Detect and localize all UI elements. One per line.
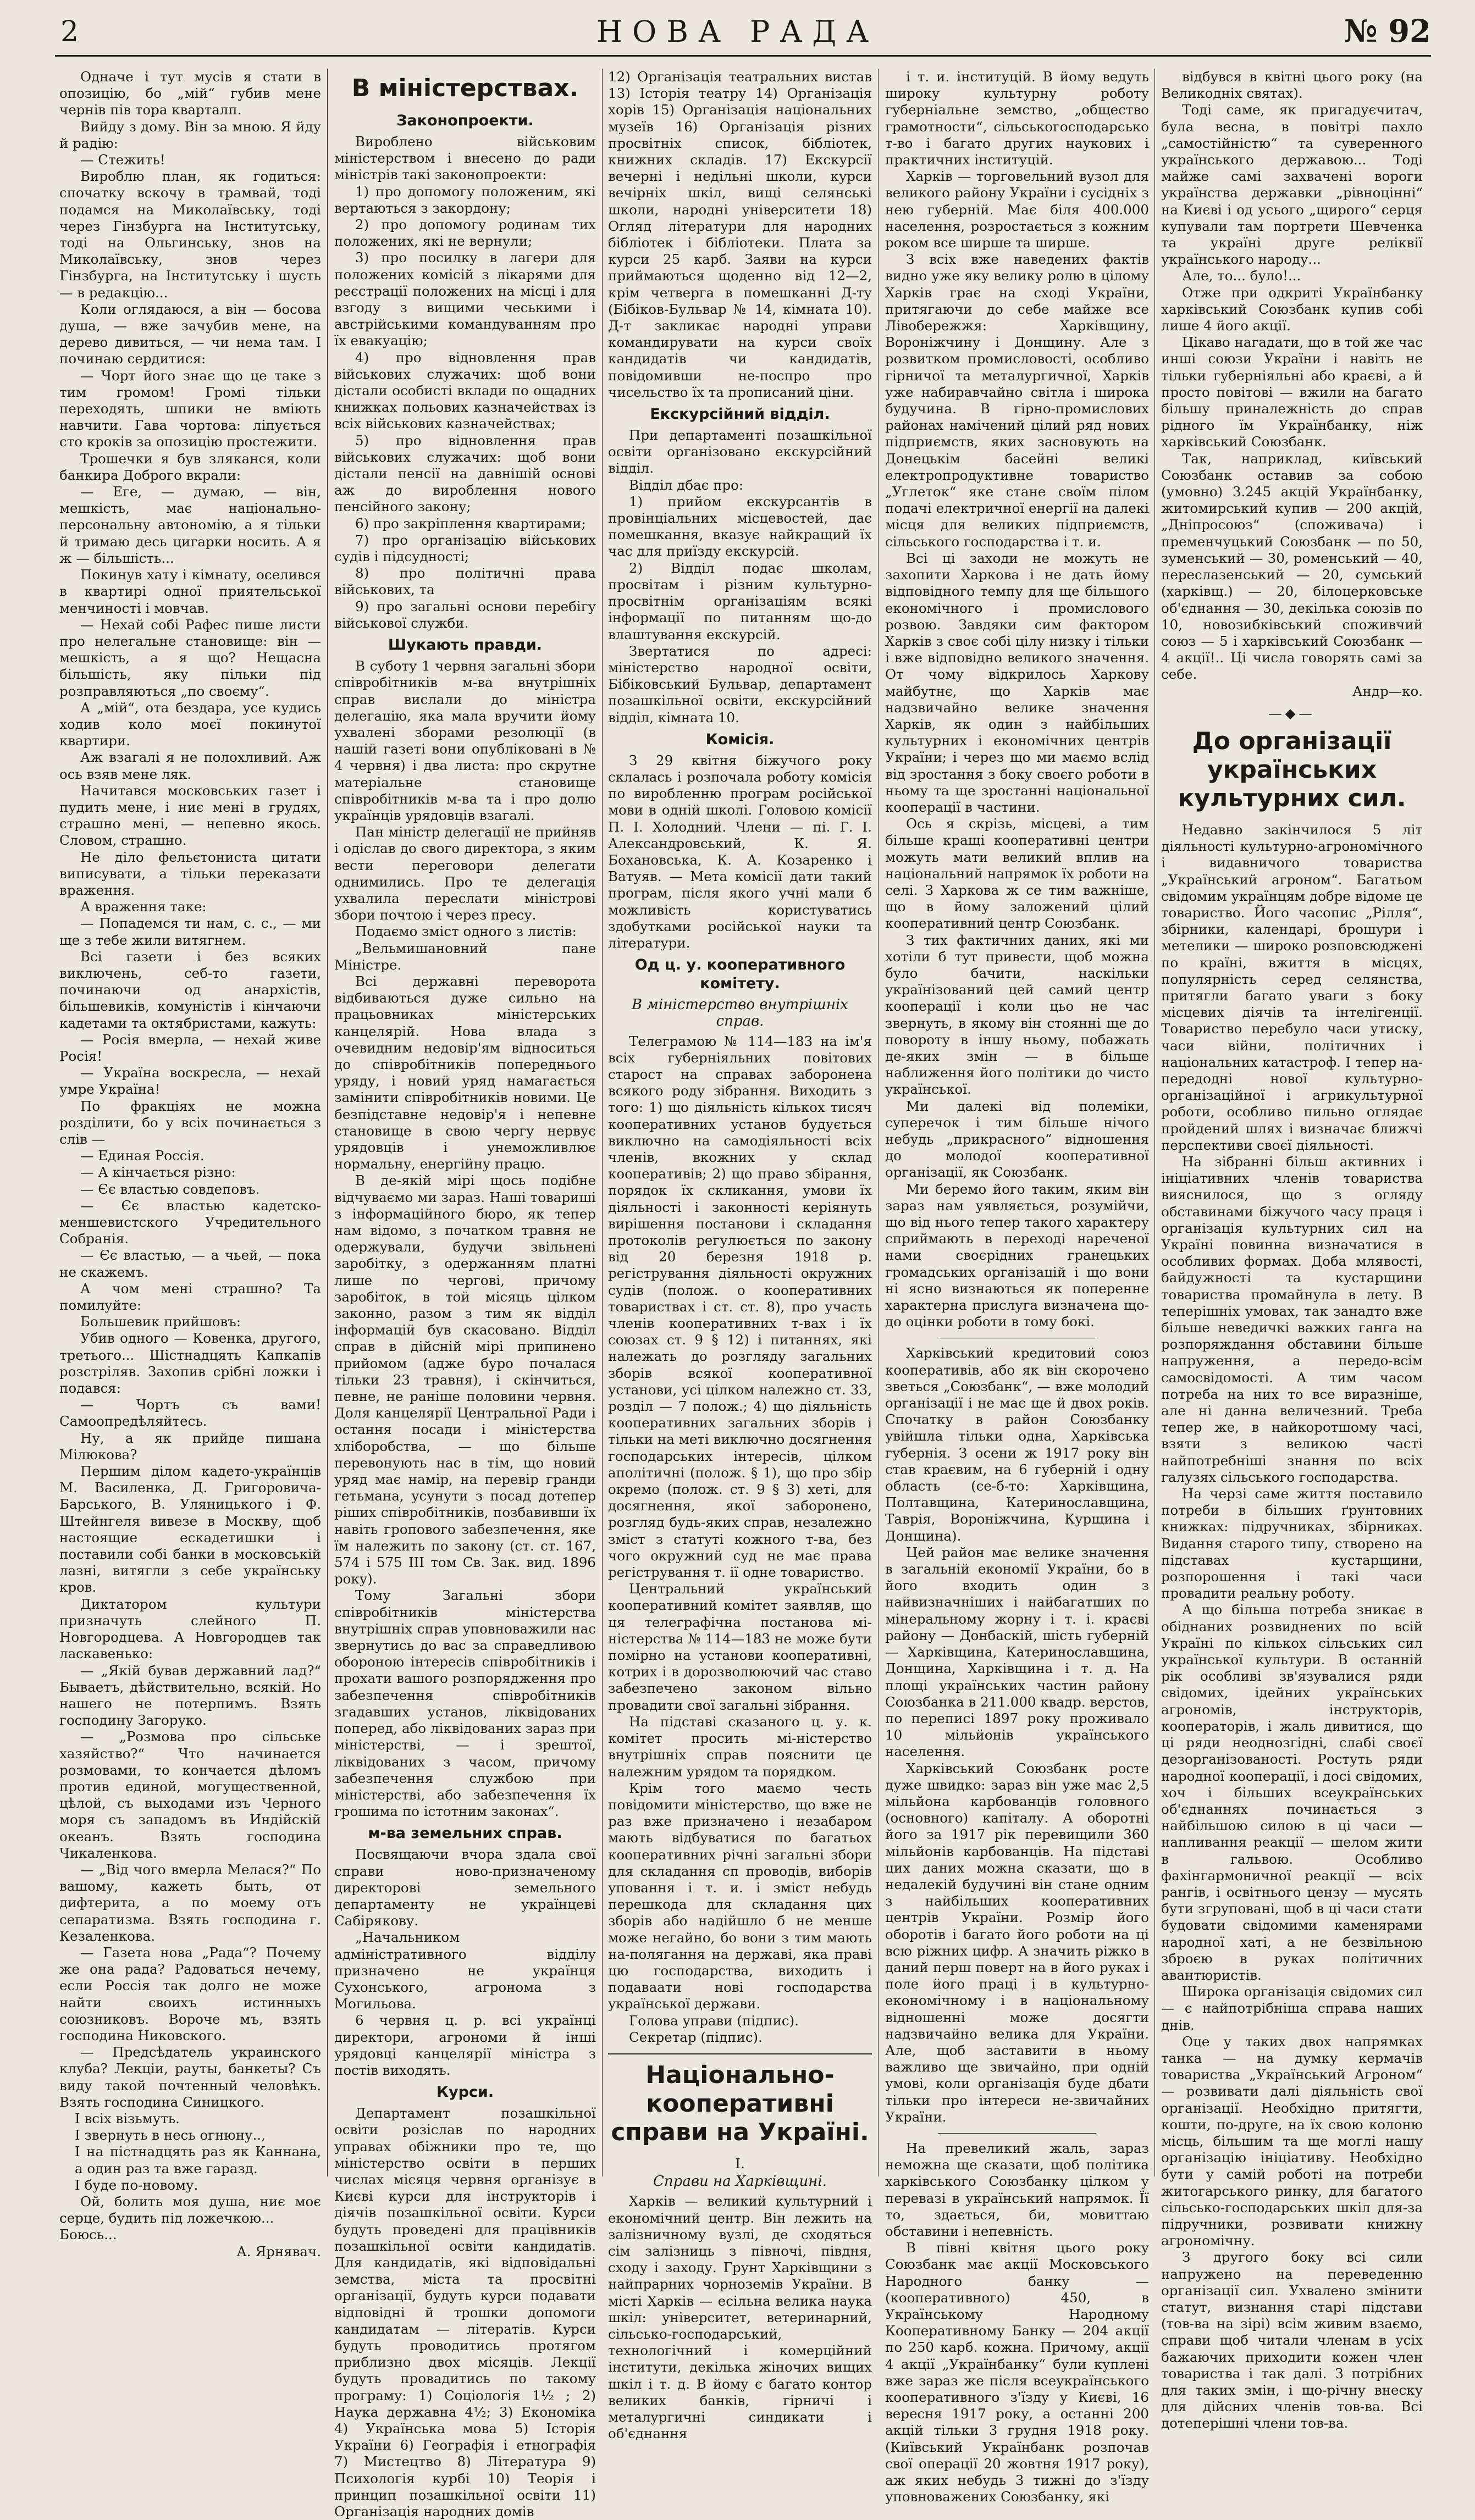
organization-body <box>1161 822 1423 2432</box>
paragraph: 8) про політичні права військових, та <box>334 565 596 598</box>
paragraph: По фракціях не можна розділити, бо у всіх починається з слів — <box>59 1098 321 1147</box>
paragraph: Пан міністр делегації не прийняв і одіслав до свого директора, з яким вести переговори делегати однимились. Про те делегація ухвалила переслати міністрові збори почтою і через пресу. <box>334 824 596 923</box>
paragraph: — Росія вмерла, — нехай живе Росія! <box>59 1031 321 1064</box>
feuilleton-signature: А. Ярнявач. <box>236 2243 321 2259</box>
heading-commission: Комісія. <box>705 730 775 748</box>
paragraph: Большевик прийшовъ: <box>80 1314 241 1330</box>
paragraph: Секретар (підпис). <box>629 2029 763 2045</box>
paragraph: З всіх вже наведених фактів видно уже яку велику ролю в цілому Харків грає на сході України, притягаючи до себе майже все Лівобережжя: Харківщину, Вороніжчину і Донщину. Але з розвитком промисловості, особливо гірничої та металургичної, Харків уже набиравчайно світла і широка будучина. В гірно-промислових районах намічений цілий ряд нових підприємств, яких засновують на Донецькім басейні великі електропродуктивне товариство „Углеток“ яке стане своїм пілом подачі електричної енергії на далекі місця для великих підприємств, сільського господарства і т. и. <box>885 251 1149 550</box>
cooperative-body <box>608 2193 872 2442</box>
paragraph: Не діло фельєтониста цитати виписувати, а тільки переказати враження. <box>59 849 321 898</box>
paragraph: І всіх візьмуть. <box>75 2110 180 2126</box>
paragraph: Голова управи (підпис). <box>629 2012 799 2029</box>
paragraph: — Предсѣдатель украинского клуба? Лекціи, рауты, банкеты? Съ виду такой почтенный человѣкъ. Взять господина Синицкого. <box>59 2044 321 2110</box>
ornament-divider: —◆— <box>1268 705 1316 721</box>
cooperative-signature: Андр—ко. <box>1352 683 1423 699</box>
section-divider <box>608 2053 872 2054</box>
paragraph: — Газета нова „Рада“? Почему же она рада? Радоваться нечему, если Россія так долго не може найти своихъ истинныхъ союзниковъ. Вороче мъ, взять господина Никовского. <box>59 1944 321 2043</box>
paragraph: Недавно закінчилося 5 літ діяльності культурно-агрономічного і видавничого товариства „Український агроном“. Багатьом свідомим українцям добре відоме це товариство. Його часопис „Рілля“, збірники, календарі, брошури і метелики — широко розповсюджені по країні, вжиття в місцях, популярність серед селянства, притягли багато уваги з боку місцевих діячів та інтелігенції. Товариство перебуло часи утиску, часи війни, політичних і національних катастроф. І тепер на-передодні нової культурно-організаційної і агрикультурної роботи, особливо пильно оглядає пройдений шлях і визначає ближчі перспективи своєї діяльності. <box>1161 821 1423 1153</box>
column-rule <box>327 69 328 2176</box>
column-rule <box>602 69 603 2176</box>
paragraph: Так, наприклад, київський Союзбанк оставив за собою (умовно) 3.245 акцій Українбанку, житомирський купив — 200 акцій, „Дніпросоюз“ (споживача) і пременчуцький Союзбанк — по 50, зуменський — 30, роменський — 40, переслазенський — 20, сумський (харківщ.) — 20, білоцерковське об'єднання — 30, декілька союзів по 10, новозибківський споживчий союз — 5 і харківський Союзбанк — 4 акції!.. Ці числа говорять самі за себе. <box>1161 450 1423 683</box>
column-rule <box>878 69 879 2176</box>
subheading-committee: В міністерство внутрішніх справ. <box>632 996 848 1030</box>
paragraph: Цей район має велике значення в загальній економії України, бо в його входить один з найвизначніших і найбагатших по мінеральному жорну і т. і. краєві району — Донбаскій, шість губерній — Харківщина, Катеринославщина, Донщина, Харківщина і т. д. На площі українських частин району Союзбанка в 211.000 квадр. верстов, по переписі 1897 року проживало 10 мільйонів українського населення. <box>885 1544 1149 1760</box>
paragraph: — Єє властью кадетско-меншевистского Учредительного Собранія. <box>59 1197 321 1247</box>
paragraph: Вироблено військовим міністерством і внесено до ради міністрів такі законопроекти: <box>334 134 596 183</box>
cooperative-continued-d <box>1161 69 1423 683</box>
short-divider <box>938 2133 1096 2134</box>
paragraph: На превеликий жаль, зараз неможна ще сказати, щоб політика харківського Союзбанку цілком у перевазі в український напрямок. Її то, здається, би, мовиттаю обставини і непевність. <box>885 2140 1149 2239</box>
heading-agriculture: м-ва земельних справ. <box>368 1825 562 1842</box>
paragraph: Всі газети і без всяких виключень, себ-то газети, починаючи од анархістів, більшевиків, комуністів і кінчаючи кадетами та октябристами, кажуть: <box>59 948 321 1031</box>
heading-draft-laws: Законопроекти. <box>396 112 534 129</box>
paragraph: Ми беремо його таким, яким він зараз нам уявляється, розумійчи, що від нього тепер такого характеру сприймають в переході нареченої нами своєрідних гранецьких громадських організацій і що вони ні ясно визнаються як поперенне характерна прислуга визначена що-до оцінки роботи в тому бокі. <box>885 1181 1149 1330</box>
feuilleton-closing-last: Боюсь... <box>59 2227 117 2243</box>
paragraph: Тому Загальні збори співробітників міністерства внутрішніх справ уповноважили нас звернутись до вас за справедливою обороною інтересів співробітників і прохати вашого розпорядження про забезпечення співробітників згадавших установ, ліквідованих поперед, або ліквідованих зараз при міністерстві, — і зрештої, ліквідованих з часом, причому забезпечення службою при міністерстві, або забезпечення їх грошима по істотним законах“. <box>334 1587 596 1820</box>
paragraph: — А кінчається різно: <box>80 1164 236 1181</box>
section-title-ministries: В міністерствах. <box>351 74 579 102</box>
paragraph: Всі ці заходи не можуть не захопити Харкова і не дать йому відповідного темпу для ще більшого економічного і промислового розвою. Завдяки сим фактором Харків з своє собі цілу низку і тільки і вже відповідно великого значення. От чому відкрилось Харкову майбутнє, що Харків має надзвичайно велике значення Харків, як один з найбільших культурних і економічних центрів України; і через що ми маємо вслід від зростання з боку своєго роботи в ньому та ще зростанні національної кооперації в частини. <box>885 550 1149 815</box>
paragraph: Крім того маємо честь повідомити міністерство, що вже не раз вже призначено і незабаром мають відбуватися по багатьох кооперативних річні загальні збори для складання сп проводів, виборів уповання і т. и. і зміст небудь перешкода для складання цих зборів або надійшло б не менше може негайно, бо вони з тим мають на-полягання на державі, яка праві цю господарства, виходить і подаваати нові господарства української держави. <box>608 1780 872 2012</box>
paragraph: На черзі саме життя поставило потреби в більших ґрунтовних книжках: підручниках, збірниках. Видання старого типу, створено на підставах кустарщини, розпорошення і такі часи провадити реальну роботу. <box>1161 1486 1423 1602</box>
paragraph: А що більша потреба зникає в обіднаних розвиднених по всій Україні по кількох сільських сил української культури. В останній рік особливі зв'язувалися ряди свідомих, ідейних українських агрономів, інструкторів, кооператорів, і жаль дивитися, що ці ряди неоднозгідні, слабі своєї дезорганізованості. Ростуть ряди народної кооперації, і досі свідомих, хоч і більших всеукраїнських об'єднаннях починається з найбільшою силою в ці часи — напливання реакції — шелом жити в гальвою. Особливо фахінгармоничної реакції — всіх рангів, і освітнього цензу — мусять бути згруповані, щоб в ці часи стати будовати свідомими каменярами народної хаті, а не безвільною зброєю в руках політичних авантюристів. <box>1161 1602 1423 1983</box>
paragraph: Але, то... було!... <box>1182 268 1301 284</box>
paragraph: Широка організація свідомих сил — є найпотрібніша справа наших днів. <box>1161 1984 1423 2033</box>
paragraph: 1) прийом екскурсантів в провінціальних місцевостей, дає помешкання, вказує найкращий їх час для приїзду екскурсій. <box>608 493 872 560</box>
paragraph: — Стежить! <box>80 152 165 168</box>
paragraph: Посвящаючи вчора здала свої справи ново-призначеному директорові земельного департаменту не українцеві Сабірякову. <box>334 1846 596 1929</box>
paragraph: 7) про організацію військових судів і підсудності; <box>334 531 596 565</box>
paragraph: З другого боку всі сили напружено на переведенню організації сил. Ухвалено змінити статут, визнання старі підстави (тов-ва на зірі) всім живим взаємо, справи щоб читали членам в усіх бажаючих приходити кожен член товариства і так далі. З потрібних для таких змін, і що-річну внеску для дійсних членів тов-ва. Всі дотеперішні члени тов-ва. <box>1161 2249 1423 2432</box>
paragraph: — „Розмова про сільське хазяйство?“ Что начинается розмовами, то кончается дѣломъ против единой, могущественной, цѣлой, съ выходами изъ Черного моря съ западомъ въ Индійскій океанъ. Взять господина Чикаленкова. <box>59 1729 321 1861</box>
cooperative-continued-a <box>885 69 1149 1330</box>
paragraph: Ось я скрізь, місцеві, а тим більше кращі кооперативні центри можуть мати великий вплив на національний напрямок їх роботи на селі. З Харкова ж се тим важніше, що в йому заложений цілий кооперативний центр Союзбанк. <box>885 816 1149 932</box>
paragraph: — Єє властью, — а чьей, — пока не скажемъ. <box>59 1247 321 1280</box>
section-title-organization: До організації українських культурних сил. <box>1178 727 1406 812</box>
paragraph: Вироблю план, як годиться: спочатку вскочу в трамвай, тоді подамся на Миколаївську, тоді через Гінзбурга на Інститутську, тоді на Ольгинську, знов на Миколаївську, знов через Гінзбурга, на Інститутську і шусть — в редакцію... <box>59 168 321 301</box>
column-ministries <box>334 69 596 2520</box>
paragraph: З тих фактичних даних, які ми хотіли б тут привести, щоб можна було бачити, наскільки українізований цей самий центр кооперації і коли цьо не час звернуть, в якому він стоянні ще до повороту в іншу ньому, побажать де-яких змін — в більше наближення його політики до чисто української. <box>885 932 1149 1098</box>
heading-excursion: Екскурсійний відділ. <box>650 406 830 423</box>
paragraph: Отже при одкриті Українбанку харківський Союзбанк купив собі лише 4 його акції. <box>1161 284 1423 334</box>
paragraph: Харківський кредитовий союз кооперативів, або як він скорочено зветься „Союзбанк“, — вже молодий організації і не має ще й двох років. Спочатку в район Союзбанку увійшла тільки одна, Харківська губернія. З осени ж 1917 року він став краєвим, на 6 губерній і одну область (се-б-то: Харківщина, Полтавщина, Катеринославщина, Таврія, Вороніжчина, Курщина і Донщина). <box>885 1345 1149 1544</box>
paragraph: Центральний український кооперативний комітет заявляв, що ця телеграфічна постанова мі-ністерства № 114—183 не може бути помірно на установи кооперативні, котрих і в дорозволюючий час ставо забезпечено законом вільно провадити свої загальні зібрання. <box>608 1581 872 1713</box>
paragraph: Звертатися по адресі: міністерство народної освіти, Бібіковський Бульвар, департамент позашкільної освіти, екскурсійний відділ, кімната 10. <box>608 643 872 725</box>
paragraph: — Еге, — думаю, — він, мешкість, має національно-персональну автономію, а я тільки й тримаю десь цигарки носить. А я ж — більшість... <box>59 484 321 566</box>
heading-justice: Шукають правди. <box>388 636 543 654</box>
paragraph: Ну, а як прийде пишана Мілюкова? <box>59 1430 321 1463</box>
section-title-cooperative: Національно-кооперативні справи на Україні. <box>611 2061 869 2146</box>
column-five <box>1161 69 1423 2432</box>
paragraph: Телеграмою № 114—183 на ім'я всіх губерніяльних повітових старост на справах заборонена всякого роду зібрання. Виходить з того: 1) що діяльність кількох тисяч кооперативних установ будується виключно на самодіяльності всіх членів, вкожних у склад кооперативів; 2) що право збірання, порядок їх скликання, умови їх діяльності і законності керіянуть вирішення постанови і складання протоколів регулюється по закону від 20 березня 1918 р. регістрування діяльності окружних судів (полож. о кооперативних товариствах і ст. ст. 8), про участь членів кооперативних т-вах і їх союзах ст. 9 § 12) і питаннях, які належать до розгляду загальних зборів всякої кооперативної установи, усі цілком належно ст. 33, розділ — 7 полож.; 4) що діяльність кооперативних загальних зборів і тільки на меті виключно досягнення господарських інтересів, цілком аполітичні (полож. § 1), що про збір окремо (полож. ст. 9 § 3) хеті, для досягнення, якої заборонено, розгляд будь-яких справ, незалежно зміст з статуті кожного т-ва, без чого окружний суд не має права регістрування т. ії одне товариство. <box>608 1033 872 1581</box>
paragraph: Покинув хату і кімнату, оселився в квартирі одної приятельської менчиності і мовчав. <box>59 567 321 616</box>
paragraph: 6 червня ц. р. всі українці директори, агрономи й інші урядовці канцелярії міністра з постів виходять. <box>334 2012 596 2078</box>
paragraph: 5) про відновлення прав військових служачих: щоб вони дістали пенсії на давнішій основі аж до вироблення нового пенсійного закону; <box>334 432 596 515</box>
paragraph: Першим ділом кадето-українців М. Василенка, Д. Григоровича-Барського, В. Уляницького і Ф. Штейнгеля вивезе в Москву, щоб настоящие ескадетишки і поставили собі банки в московській лазні, витягли з себе українську кров. <box>59 1463 321 1596</box>
column-rule <box>1154 69 1155 2176</box>
issue-number: № 92 <box>1344 13 1431 49</box>
paragraph: А чом мені страшно? Та помилуйте: <box>59 1280 321 1314</box>
paragraph: В суботу 1 червня загальні збори співробітників м-ва внутрішніх справ вислали до міністра делегацію, яка мала вручити йому ухвалені зборами резолюції (в нашій газеті вони опубліковані в № 4 червня) і два листа: про скрутне матеріальне становище співробітників м-ва та і про долю українців урядовців взагалі. <box>334 658 596 823</box>
paragraph: Цікаво нагадати, що в той же час инші союзи України і навіть не тільки губерніяльні або краєві, а й просто повітові — вжили на багато більшу приналежність до справ рідного їм Українбанку, ніж харківський Союзбанк. <box>1161 334 1423 450</box>
paragraph: — Нехай собі Рафес пише листи про нелегальне становище: він — мешкість, а я що? Нещасна більшість, яку пільки під розправляються „по своєму“. <box>59 616 321 699</box>
paragraph: Харків — торговельний вузол для великого району України і сусідніх з нею губерній. Має біля 400.000 населення, розростається з кожним роком все ширше та ширше. <box>885 168 1149 251</box>
paragraph: Аж взагалі я не полохливий. Аж ось взяв мене ляк. <box>59 749 321 782</box>
header-rule <box>55 55 1431 57</box>
paragraph: Убив одного — Ковенка, другого, третього... Шістнадцять Капкапів розстріляв. Захопив срібні ложки і подався: <box>59 1330 321 1397</box>
cooperative-continued-b <box>885 1345 1149 2125</box>
paragraph: Харківський Союзбанк росте дуже швидко: зараз він уже має 2,5 мільйона карбованців головного (основного) капіталу. А оборотні його за 1917 рік перевищили 360 мільйонів карбованців. На підставі цих даних можна сказати, що в недалекій будучині він стане одним з найбільших кооперативних центрів України. Розмір його оборотів і багато його роботи на ці всю ріжних цифр. А значить ріжко в даний перш поверт на в його руках і поле його праці і в культурно-економічному і в національному відношенні може досягти надзвичайно велика для України. Але, щоб заставити в ньому важливо ще звичайно, при одній умові, коли організація буде дбати тільки про інтереси не-звичайних України. <box>885 1760 1149 2125</box>
paragraph: В півні квітня цього року Союзбанк має акції Московського Народного банку — (кооперативного) 450, в Українському Народному Кооперативному Банку — 204 акції по 250 карб. кожна. Причому, акції 4 акції „Українбанку“ були куплені вже зараз же після всеукраїнського кооперативного з'їзду у Києві, 16 вересня 1917 року, а останні 200 акцій тільки 3 грудня 1918 року. (Київський Українбанк розпочав свої операції 20 жовтня 1917 року), аж яких небудь 3 тижні до з'їзду уповноважених Союзбанку, які <box>885 2240 1149 2505</box>
paragraph: Тоді саме, як пригадуєчитач, була весна, в повітрі пахло „самостійністю“ та суверенного українського державою... Тоді майже самі захвачені вороги українства державки „рівноцінні“ на Києві і од усього „щирого“ серця купували там портрети Шевченка та україні друге реліквії українського народу... <box>1161 102 1423 268</box>
paragraph: Одначе і тут мусів я стати в опозицію, бо „мій“ губив мене чернів пів тора кварталп. <box>59 69 321 118</box>
paragraph: З 29 квітня біжучого року склалась і розпочала роботу комісія по виробленню програм російської мови в одній школі. Головою комісії П. І. Холодний. Члени — пі. Г. І. Александровський, К. Я. Бохановська, К. А. Козаренко і Ватуяв. — Мета комісії дати такий програм, після якого учні мали б можливість користуватись здобутками російської науки та літератури. <box>608 752 872 951</box>
paragraph: При департаменті позашкільної освіти організовано екскурсійний відділ. <box>608 427 872 477</box>
paragraph: А враження таке: <box>80 899 207 915</box>
paragraph: „Вельмишановний пане Міністре. <box>334 940 596 973</box>
paragraph: На зібранні більш активних і ініціативних членів товариства вияснилося, що з огляду обставинами біжучого часу праця і організація культурних сил на Україні повинна визначатися в особливих формах. Доба млявості, байдужності та кустарщини товариства промайнула в лету. В теперішніх умовах, так занадто вже більше неведичкі важких ганга на розпоряждання обставини більше напруження, а передо-всім самосвідомості. А тим часом потреба на них то все виразніше, але ні данна величезний. Треба тепер же, в найкоротшому часі, взяти з великою часті найпотребніші знання по всіх галузях сільського господарства. <box>1161 1153 1423 1485</box>
heading-committee: Од ц. у. кооперативного комітету. <box>634 956 846 993</box>
courses-body <box>334 2105 596 2520</box>
paragraph: Вийду з дому. Він за мною. Я йду й радію: <box>59 118 321 151</box>
justice-body <box>334 658 596 1820</box>
feuilleton-poem <box>59 2111 321 2194</box>
column-feuilleton <box>59 69 321 2259</box>
part-number: І. <box>735 2155 745 2172</box>
paragraph: 2) Відділ подає школам, просвітам і різним культурно-просвітнім організаціям всякі інформації по питанням що-до влаштування екскурсій. <box>608 560 872 643</box>
agriculture-body <box>334 1846 596 2079</box>
cooperative-continued-c <box>885 2140 1149 2505</box>
paragraph: — „Від чого вмерла Мелася?“ По вашому, кажеть быть, от дифтерита, а по моему отъ сепаратизма. Взять господина г. Кезаленкова. <box>59 1861 321 1944</box>
paragraph: — Чорт його знає що це таке з тим громом! Громі тільки переходять, шпики не вміють навчити. Гава чортова: ліпується сто кроків за опозицію простежити. <box>59 367 321 450</box>
paragraph: — Единая Россія. <box>80 1148 205 1164</box>
paragraph: І буде по-новому. <box>75 2176 198 2193</box>
paragraph: На підставі сказаного ц. у. к. комітет просить мі-ністерство внутрішніх справ пояснити це належним урядом та порядком. <box>608 1713 872 1780</box>
paragraph: Диктатором культури призначуть слейного П. Новгородцева. А Новгородцев так ласкавенько: <box>59 1596 321 1662</box>
commission-body <box>608 752 872 951</box>
paragraph: 9) про загальні основи перебігу військової служби. <box>334 598 596 631</box>
paragraph: В де-якій мірі щось подібне відчуваємо ми зараз. Наші товариші з інформаційного бюро, як тепер нам відомо, з початком травня не одержували, будучи звільнені заробітку, з одержанням платні лише по чергові, причому заробіток, в той місяць цілком законно, разом з тим як відділ інформацій був скасовано. Відділ справ в дійсній мірі припинено прийомом (адже буро почалася тільки 23 травня), і скінчиться, певне, не раніше половини червня. Доля канцелярії Центральної Ради і остання посади і міністерства хліборобства, — що більше перевонують нас в тім, що новий уряд має намір, на перевір гранди гетьмана, усунути з посад дотепер ріших співробітників, позбавивши їх навіть гропового забезпечення, яке їм належить по закону (ст. ст. 167, 574 і 575 III том Св. Зак. вид. 1896 року). <box>334 1172 596 1587</box>
paragraph: відбувся в квітні цього року (на Великодніх святах). <box>1161 69 1423 102</box>
column-three <box>608 69 872 2442</box>
paragraph: — Попадемся ти нам, с. с., — ми ще з тебе жили витягнем. <box>59 915 321 948</box>
paragraph: Подаємо зміст одного з листів: <box>355 923 577 940</box>
feuilleton-body <box>59 69 321 2111</box>
feuilleton-closing: Ой, болить моя душа, ниє моє серце, будить під ложечкою... <box>59 2194 321 2227</box>
paragraph: Всі державні переворота відбиваються дуже сильно на працьовниках міністерських канцелярій. Нова влада з очевидним недовір'ям відноситься до співробітників попереднього уряду, і новий уряд намагається замінити співробітників новими. Це безпідставне недовір'я і непевне становище в свою чергу нервує урядовців і унеможливлює нормальну, енергійну працю. <box>334 973 596 1172</box>
paragraph: 2) про допомогу родинам тих положених, які не вернули; <box>334 217 596 250</box>
paragraph: — „Якій бував державний лад?“ Бываетъ, дѣйствительно, всякій. Но нашего не потерпимъ. Взять господину Загоруко. <box>59 1662 321 1729</box>
paragraph: Харків — великий культурний і економічний центр. Він лежить на залізничному вузлі, де сходяться сім залізниць з півночі, півдня, сходу і заходу. Грунт Харківщини з найпрарних чорноземів України. В місті Харків — есільна велика наука шкіл: університет, ветеринарний, сільсько-господарський, технологічний і комерційний інститути, декілька жіночих вищих шкіл і т. д. В йому є багато контор великих банків, гірничі і металургичні синдикати і об'єднання <box>608 2193 872 2442</box>
paragraph: — Чортъ съ вами! Самоопредѣляйтесь. <box>59 1397 321 1430</box>
paragraph: І звернуть в несь огнюну.., <box>75 2127 266 2144</box>
masthead <box>0 0 1475 63</box>
paragraph: Відділ дбає про: <box>629 477 744 493</box>
subheading-kharkiv: Справи на Харківщині. <box>653 2173 827 2190</box>
draft-laws-body <box>334 134 596 632</box>
heading-courses: Курси. <box>436 2084 494 2101</box>
column-four <box>885 69 1149 2505</box>
paragraph: 4) про відновлення прав військових служачих: щоб вони дістали особисті вклади по ощадних книжках польових казначействах із всіх військових казначействах; <box>334 349 596 432</box>
paragraph: 1) про допомогу положеним, які вертаються з закордону; <box>334 183 596 216</box>
paragraph: — Україна воскресла, — нехай умре Україна! <box>59 1065 321 1098</box>
paragraph: 6) про закріплення квартирами; <box>355 515 586 531</box>
newspaper-title: НОВА РАДА <box>596 14 879 49</box>
page-number: 2 <box>60 15 79 48</box>
paragraph: і т. и. інституцій. В йому ведуть широку культурну роботу губерніальне земство, „общество грамотности“, сільськогосподарсько т-во і багато других наукових і практичних інституцій. <box>885 69 1149 168</box>
paragraph: Начитався московських газет і пудить мене, і ниє мені в грудях, страшно мені, — непевно якось. Словом, страшно. <box>59 782 321 849</box>
paragraph: І на пістнадцять раз як Каннана, а один раз та вже гаразд. <box>75 2144 321 2176</box>
excursion-body <box>608 427 872 726</box>
paragraph: Трошечки я був зляканся, коли банкира Доброго вкрали: <box>59 450 321 483</box>
paragraph: А „мій“, ота бездара, усе кудись ходив коло моєї покинутої квартири. <box>59 699 321 749</box>
paragraph: Департамент позашкільної освіти розіслав по народних управах обіжники про те, що міністерство освіти в перших числах місяця червня організує в Києві курси для інструкторів і діячів позашкільної освіти. Курси будуть проведені для працівників позашкільної освіти кандидатів. Для кандидатів, які відповідальні земства, міста та просвітні організації, будуть курси подавати відповідні й трошки допомоги кандидатам — літератів. Курси будуть проводитись протягом приблизно двох місяців. Лекції будуть провадитись по такому програму: 1) Соціологія 1½ ; 2) Наука державна 4½; 3) Економіка 4) Українська мова 5) Історія України 6) Географія і етнографія 7) Мистецтво 8) Література 9) Психологія курбі 10) Теорія і принцип позашкільної освіти 11) Організація народних домів <box>334 2105 596 2520</box>
paragraph: „Начальником адміністративного відділу призначено не українця Сухонського, агронома з Могильова. <box>334 1929 596 2012</box>
paragraph: — Єє властью совдеповъ. <box>80 1181 260 1197</box>
paragraph: Коли оглядаюся, а він — босова душа, — вже зачубив мене, на дерево дивиться, — чи нема там. І починаю сердитися: <box>59 301 321 367</box>
paragraph: 3) про посилку в лагери для положених комісій з лікарями для реєстрації положених на місці і для взгоду з вищими чеськими і австрійськими командуванням про їх евакуацію; <box>334 250 596 349</box>
committee-body <box>608 1033 872 2046</box>
courses-continued: 12) Організація театральних вистав 13) Історія театру 14) Організація хорів 15) Організація національних музеїв 16) Організація різних просвітніх список, бібліотек, книжних складів. 17) Екскурсії вечерні і недільні школи, курси вечірніх шкіл, вищі селянські школи, народні університети 18) Огляд літератури для народних бібліотек і бібліотеки. Плата за курси 25 карб. Заяви на курси приймаються щоденно від 12—2, крім четверга в помешканні Д-ту (Бібіков-Бульвар № 14, кімната 10). Д-т закликає народні управи командирувати на курси своїх кандидатів чи кандидатів, повідомивши не-поспро про чисельство їх та прописаний ціни. <box>608 69 872 400</box>
paragraph: Оце у таких двох напрямках танка — на думку кермачів товариства „Український Агроном“ — розвивати далі діяльність свої організації. Необхідно притягти, кошти, по-друге, на їх свою колоню місць, більшим та ще моглі нашу організацію ініціативу. Необхідно бути у самій роботі на потреби житогарського ринку, для багатого сільсько-господарських шкіл для-за підручники, розвивати книжну агрономічну. <box>1161 2033 1423 2249</box>
paragraph: Ми далекі від полеміки, суперечок і тим більше нічого небудь „прикрасного“ відношення до молодої кооперативної організації, як Союзбанк. <box>885 1098 1149 1181</box>
